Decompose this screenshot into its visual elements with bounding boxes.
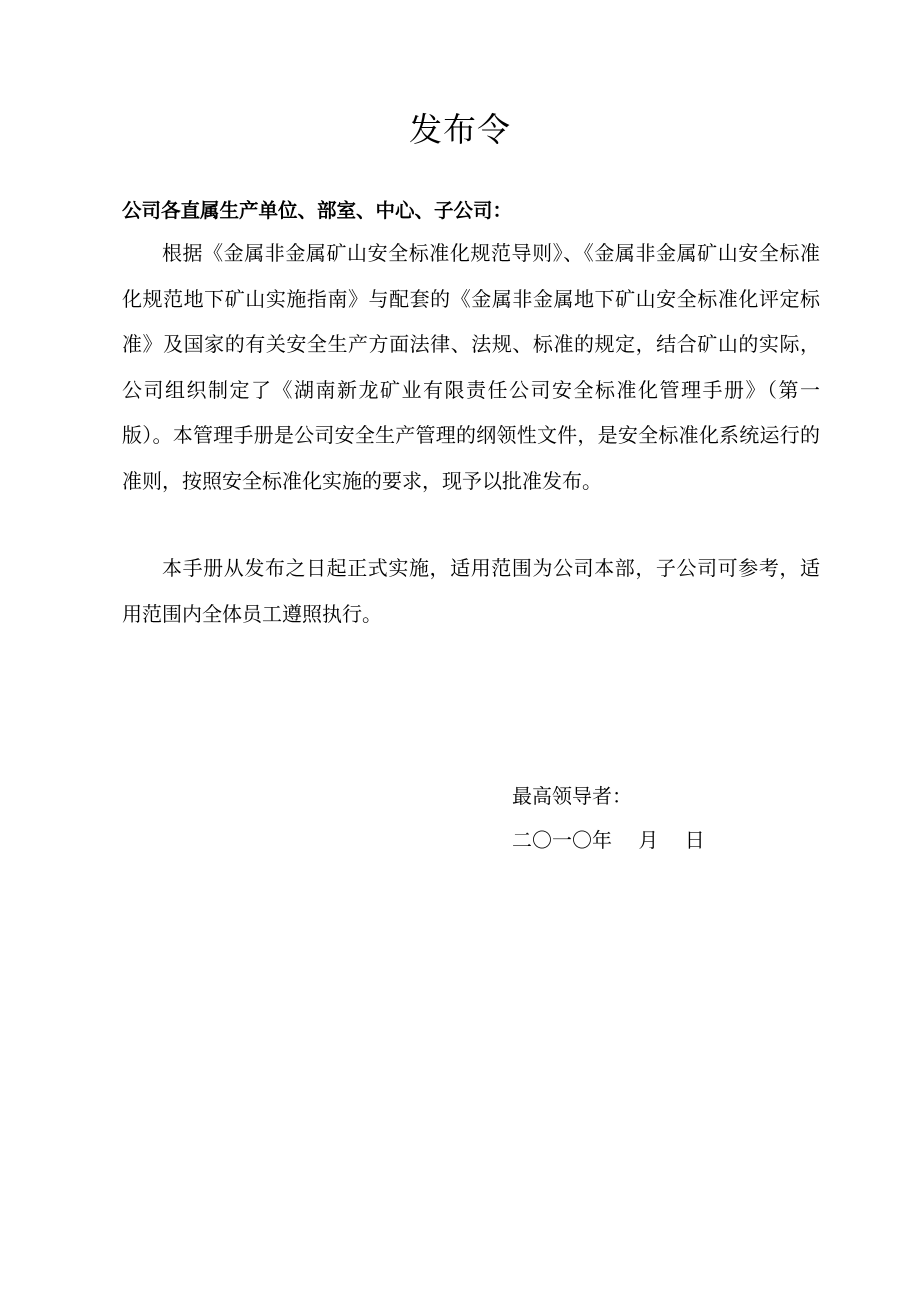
signature-date: 二〇一〇年 月 日	[512, 828, 705, 852]
salutation: 公司各直属生产单位、部室、中心、子公司：	[122, 199, 513, 222]
signature-label: 最高领导者：	[512, 784, 632, 808]
body-paragraph-2: 本手册从发布之日起正式实施，适用范围为公司本部，子公司可参考，适用范围内全体员工遵照执行。	[122, 556, 820, 626]
body-paragraph-1: 根据《金属非金属矿山安全标准化规范导则》、《金属非金属矿山安全标准化规范地下矿山实施指南》与配套的《金属非金属地下矿山安全标准化评定标准》及国家的有关安全生产方面法律、法规、标准的规定，结合矿山的实际，公司组织制定了《湖南新龙矿业有限责任公司安全标准化管理手册》（第一版）。本管理手册是公司安全生产管理的纲领性文件，是安全标准化系统运行的准则，按照安全标准化实施的要求，现予以批准发布。	[122, 241, 820, 493]
document-title: 发布令	[409, 110, 511, 149]
